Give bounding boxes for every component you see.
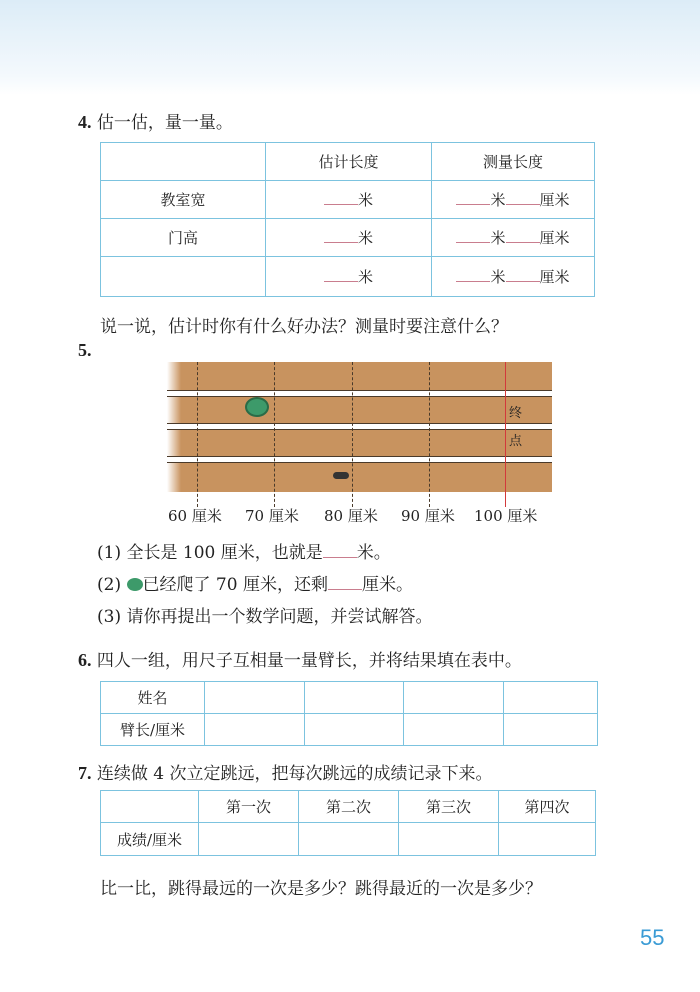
answer-blank[interactable]: [324, 190, 358, 205]
table-cell[interactable]: [404, 682, 504, 714]
jump-table: [100, 790, 596, 856]
q4-prompt: 说一说，估计时你有什么好办法？测量时要注意什么？: [100, 317, 508, 337]
table-cell[interactable]: [504, 714, 598, 746]
table-cell: 米: [266, 181, 432, 219]
table-cell: 米: [266, 257, 432, 297]
table-cell: 门高: [101, 219, 266, 257]
table-cell[interactable]: [399, 823, 499, 856]
table-cell: 姓名: [101, 682, 205, 714]
snail-icon: [127, 578, 143, 591]
table-cell: 米 厘米: [432, 257, 595, 297]
q5-item-3: (3) 请你再提出一个数学问题，并尝试解答。: [97, 607, 433, 627]
table-cell: 米 厘米: [432, 181, 595, 219]
table-cell: [101, 791, 199, 823]
table-cell[interactable]: [205, 682, 305, 714]
table-cell: 成绩/厘米: [101, 823, 199, 856]
table-cell: 测量长度: [432, 143, 595, 181]
table-cell: [101, 143, 266, 181]
table-cell[interactable]: [499, 823, 596, 856]
estimate-table: [100, 142, 595, 297]
page-number: 55: [640, 925, 665, 950]
table-row: [101, 219, 595, 257]
q4-heading: 4. 估一估，量一量。: [78, 112, 233, 133]
answer-blank[interactable]: [456, 267, 490, 282]
q5-heading: 5.: [78, 340, 92, 360]
answer-blank[interactable]: [456, 190, 490, 205]
table-cell: 第四次: [499, 791, 596, 823]
q6-heading: 6. 四人一组，用尺子互相量一量臂长，并将结果填在表中。: [78, 650, 522, 671]
answer-blank[interactable]: [506, 190, 540, 205]
header-band: [0, 0, 700, 95]
table-cell[interactable]: [305, 682, 404, 714]
table-cell[interactable]: [205, 714, 305, 746]
table-cell: 教室宽: [101, 181, 266, 219]
table-cell: 估计长度: [266, 143, 432, 181]
answer-blank[interactable]: [506, 228, 540, 243]
table-cell: [101, 257, 266, 297]
table-cell: 臂长/厘米: [101, 714, 205, 746]
ant-icon: [333, 472, 349, 479]
answer-blank[interactable]: [506, 267, 540, 282]
answer-blank[interactable]: [328, 575, 362, 590]
scale-label: 90 厘米: [401, 507, 455, 525]
q5-item-2: (2) 已经爬了 70 厘米，还剩 厘米。: [97, 575, 413, 595]
scale-label: 100 厘米: [474, 507, 538, 525]
arm-length-table: [100, 681, 598, 746]
table-cell: 第二次: [299, 791, 399, 823]
finish-line: [505, 362, 506, 507]
race-track: [167, 362, 552, 492]
table-cell: 第一次: [199, 791, 299, 823]
scale-label: 80 厘米: [324, 507, 378, 525]
table-cell: 第三次: [399, 791, 499, 823]
answer-blank[interactable]: [456, 228, 490, 243]
table-cell[interactable]: [199, 823, 299, 856]
table-cell[interactable]: [299, 823, 399, 856]
scale-label: 60 厘米: [168, 507, 222, 525]
snail-icon: [245, 397, 269, 417]
q5-item-1: (1) 全长是 100 厘米，也就是 米。: [97, 543, 391, 563]
finish-label: 点: [509, 434, 523, 449]
table-cell: 米: [266, 219, 432, 257]
scale-label: 70 厘米: [245, 507, 299, 525]
table-cell[interactable]: [504, 682, 598, 714]
table-cell: 米 厘米: [432, 219, 595, 257]
answer-blank[interactable]: [323, 543, 357, 558]
table-cell[interactable]: [305, 714, 404, 746]
q7-heading: 7. 连续做 4 次立定跳远，把每次跳远的成绩记录下来。: [78, 763, 493, 784]
table-row: [101, 181, 595, 219]
finish-label: 终: [509, 406, 523, 421]
answer-blank[interactable]: [324, 228, 358, 243]
answer-blank[interactable]: [324, 267, 358, 282]
table-cell[interactable]: [404, 714, 504, 746]
q7-prompt: 比一比，跳得最远的一次是多少？跳得最近的一次是多少？: [100, 879, 542, 899]
table-row: [101, 257, 595, 297]
